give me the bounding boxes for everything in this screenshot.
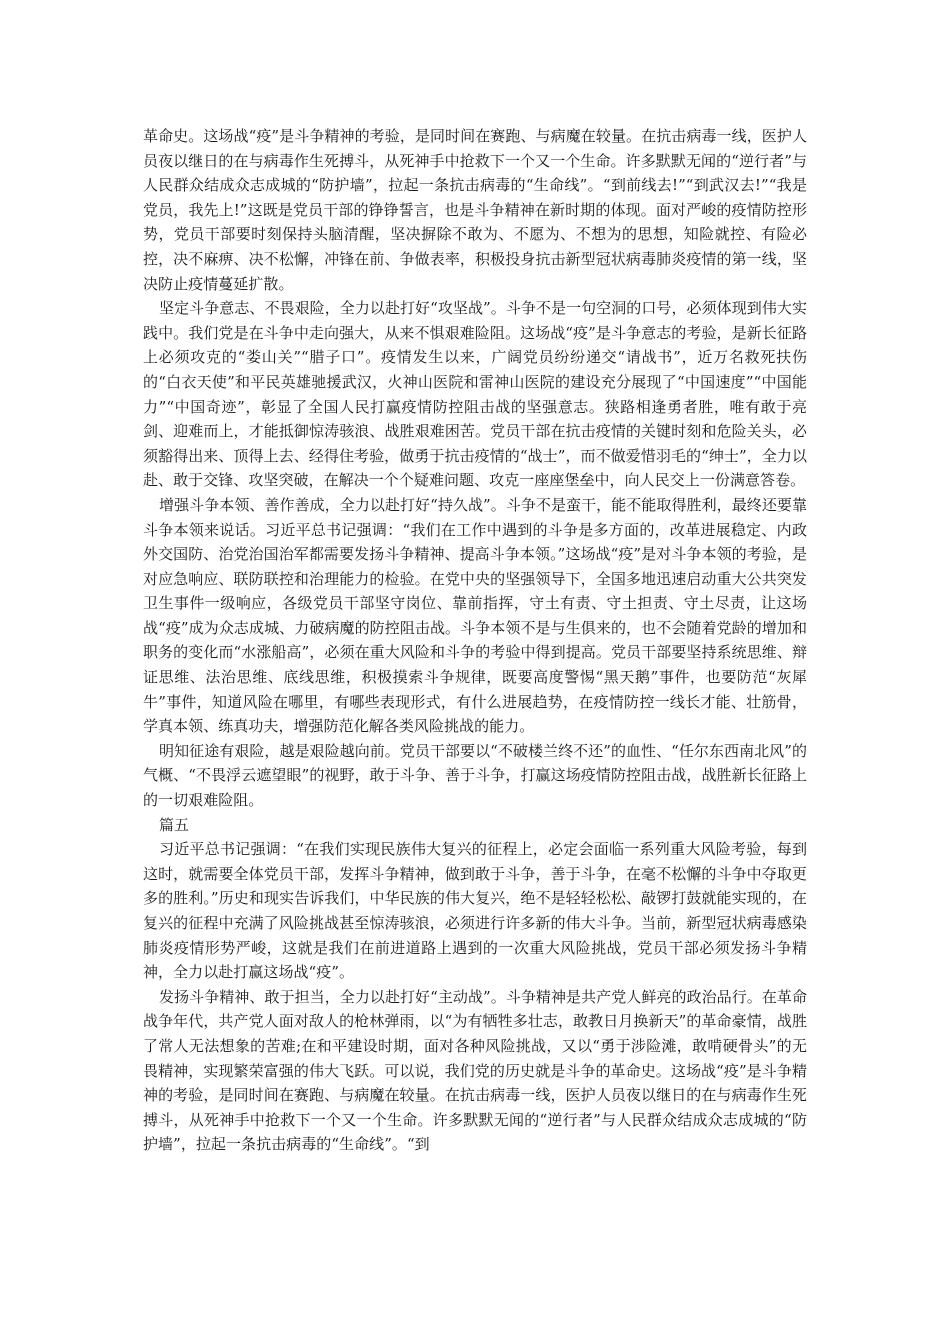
paragraph-4: 明知征途有艰险，越是艰险越向前。党员干部要以“不破楼兰终不还”的血性、“任尔东西南北风”的气概、“不畏浮云遮望眼”的视野，敢于斗争、善于斗争，打赢这场疫情防控阻击战，战胜新长征路上的一切艰难险阻。 [143, 741, 807, 810]
paragraph-3: 增强斗争本领、善作善成，全力以赴打好“持久战”。斗争不是蛮干，能不能取得胜利，最终还要靠斗争本领来说话。习近平总书记强调：“我们在工作中遇到的斗争是多方面的，改革进展稳定、内政外交国防、治党治国治军都需要发扬斗争精神、提高斗争本领。”这场战“疫”是对斗争本领的考验，是对应急响应、联防联控和治理能力的检验。在党中央的坚强领导下，全国多地迅速启动重大公共突发卫生事件一级响应，各级党员干部坚守岗位、靠前指挥，守土有责、守土担责、守土尽责，让这场战“疫”成为众志成城、力破病魔的防控阻击战。斗争本领不是与生俱来的，也不会随着党龄的增加和职务的变化而“水涨船高”，必须在重大风险和斗争的考验中得到提高。党员干部要坚持系统思维、辩证思维、法治思维、底线思维，积极摸索斗争规律，既要高度警惕“黑天鹅”事件，也要防范“灰犀牛”事件，知道风险在哪里，有哪些表现形式，有什么进展趋势，在疫情防控一线长才能、壮筋骨，学真本领、练真功夫，增强防范化解各类风险挑战的能力。 [143, 495, 807, 736]
document-page [143, 124, 807, 1157]
paragraph-5: 习近平总书记强调：“在我们实现民族伟大复兴的征程上，必定会面临一系列重大风险考验，每到这时，就需要全体党员干部，发挥斗争精神，做到敢于斗争，善于斗争，在毫不松懈的斗争中夺取更多的胜利。”历史和现实告诉我们，中华民族的伟大复兴，绝不是轻轻松松、敲锣打鼓就能实现的，在复兴的征程中充满了风险挑战甚至惊涛骇浪，必须进行许多新的伟大斗争。当前，新型冠状病毒感染肺炎疫情形势严峻，这就是我们在前进道路上遇到的一次重大风险挑战，党员干部必须发扬斗争精神，全力以赴打赢这场战“疫”。 [143, 840, 807, 982]
paragraph-1: 革命史。这场战“疫”是斗争精神的考验，是同时间在赛跑、与病魔在较量。在抗击病毒一线，医护人员夜以继日的在与病毒作生死搏斗，从死神手中抢救下一个又一个生命。许多默默无闻的“逆行者”与人民群众结成众志成城的“防护墙”，拉起一条抗击病毒的“生命线”。“到前线去!”“到武汉去!”“我是党员，我先上!”这既是党员干部的铮铮誓言，也是斗争精神在新时期的体现。面对严峻的疫情防控形势，党员干部要时刻保持头脑清醒，坚决摒除不敢为、不愿为、不想为的思想，知险就控、有险必控，决不麻痹、决不松懈，冲锋在前、争做表率，积极投身抗击新型冠状病毒肺炎疫情的第一线，坚决防止疫情蔓延扩散。 [143, 127, 807, 293]
paragraph-2: 坚定斗争意志、不畏艰险，全力以赴打好“攻坚战”。斗争不是一句空洞的口号，必须体现到伟大实践中。我们党是在斗争中走向强大，从来不惧艰难险阻。这场战“疫”是斗争意志的考验，是新长征路上必须攻克的“娄山关”“腊子口”。疫情发生以来，广阔党员纷纷递交“请战书”，近万名救死扶伤的“白衣天使”和平民英雄驰援武汉，火神山医院和雷神山医院的建设充分展现了“中国速度”“中国能力”“中国奇迹”，彰显了全国人民打赢疫情防控阻击战的坚强意志。狭路相逢勇者胜，唯有敢于亮剑、迎难而上，才能抵御惊涛骇浪、战胜艰难困苦。党员干部在抗击疫情的关键时刻和危险关头，必须豁得出来、顶得上去、经得住考验，做勇于抗击疫情的“战士”，而不做爱惜羽毛的“绅士”，全力以赴、敢于交锋、攻坚突破，在解决一个个疑难问题、攻克一座座堡垒中，向人民交上一份满意答卷。 [143, 299, 807, 490]
section-heading-pian-wu: 篇五 [159, 815, 190, 834]
paragraph-6: 发扬斗争精神、敢于担当，全力以赴打好“主动战”。斗争精神是共产党人鲜亮的政治品行。在革命战争年代，共产党人面对敌人的枪林弹雨，以“为有牺牲多壮志，敢教日月换新天”的革命豪情，战胜了常人无法想象的苦难;在和平建设时期，面对各种风险挑战，又以“勇于涉险滩，敢啃硬骨头”的无畏精神，实现繁荣富强的伟大飞跃。可以说，我们党的历史就是斗争的革命史。这场战“疫”是斗争精神的考验，是同时间在赛跑、与病魔在较量。在抗击病毒一线，医护人员夜以继日的在与病毒作生死搏斗，从死神手中抢救下一个又一个生命。许多默默无闻的“逆行者”与人民群众结成众志成城的“防护墙”，拉起一条抗击病毒的“生命线”。“到 [143, 987, 807, 1154]
